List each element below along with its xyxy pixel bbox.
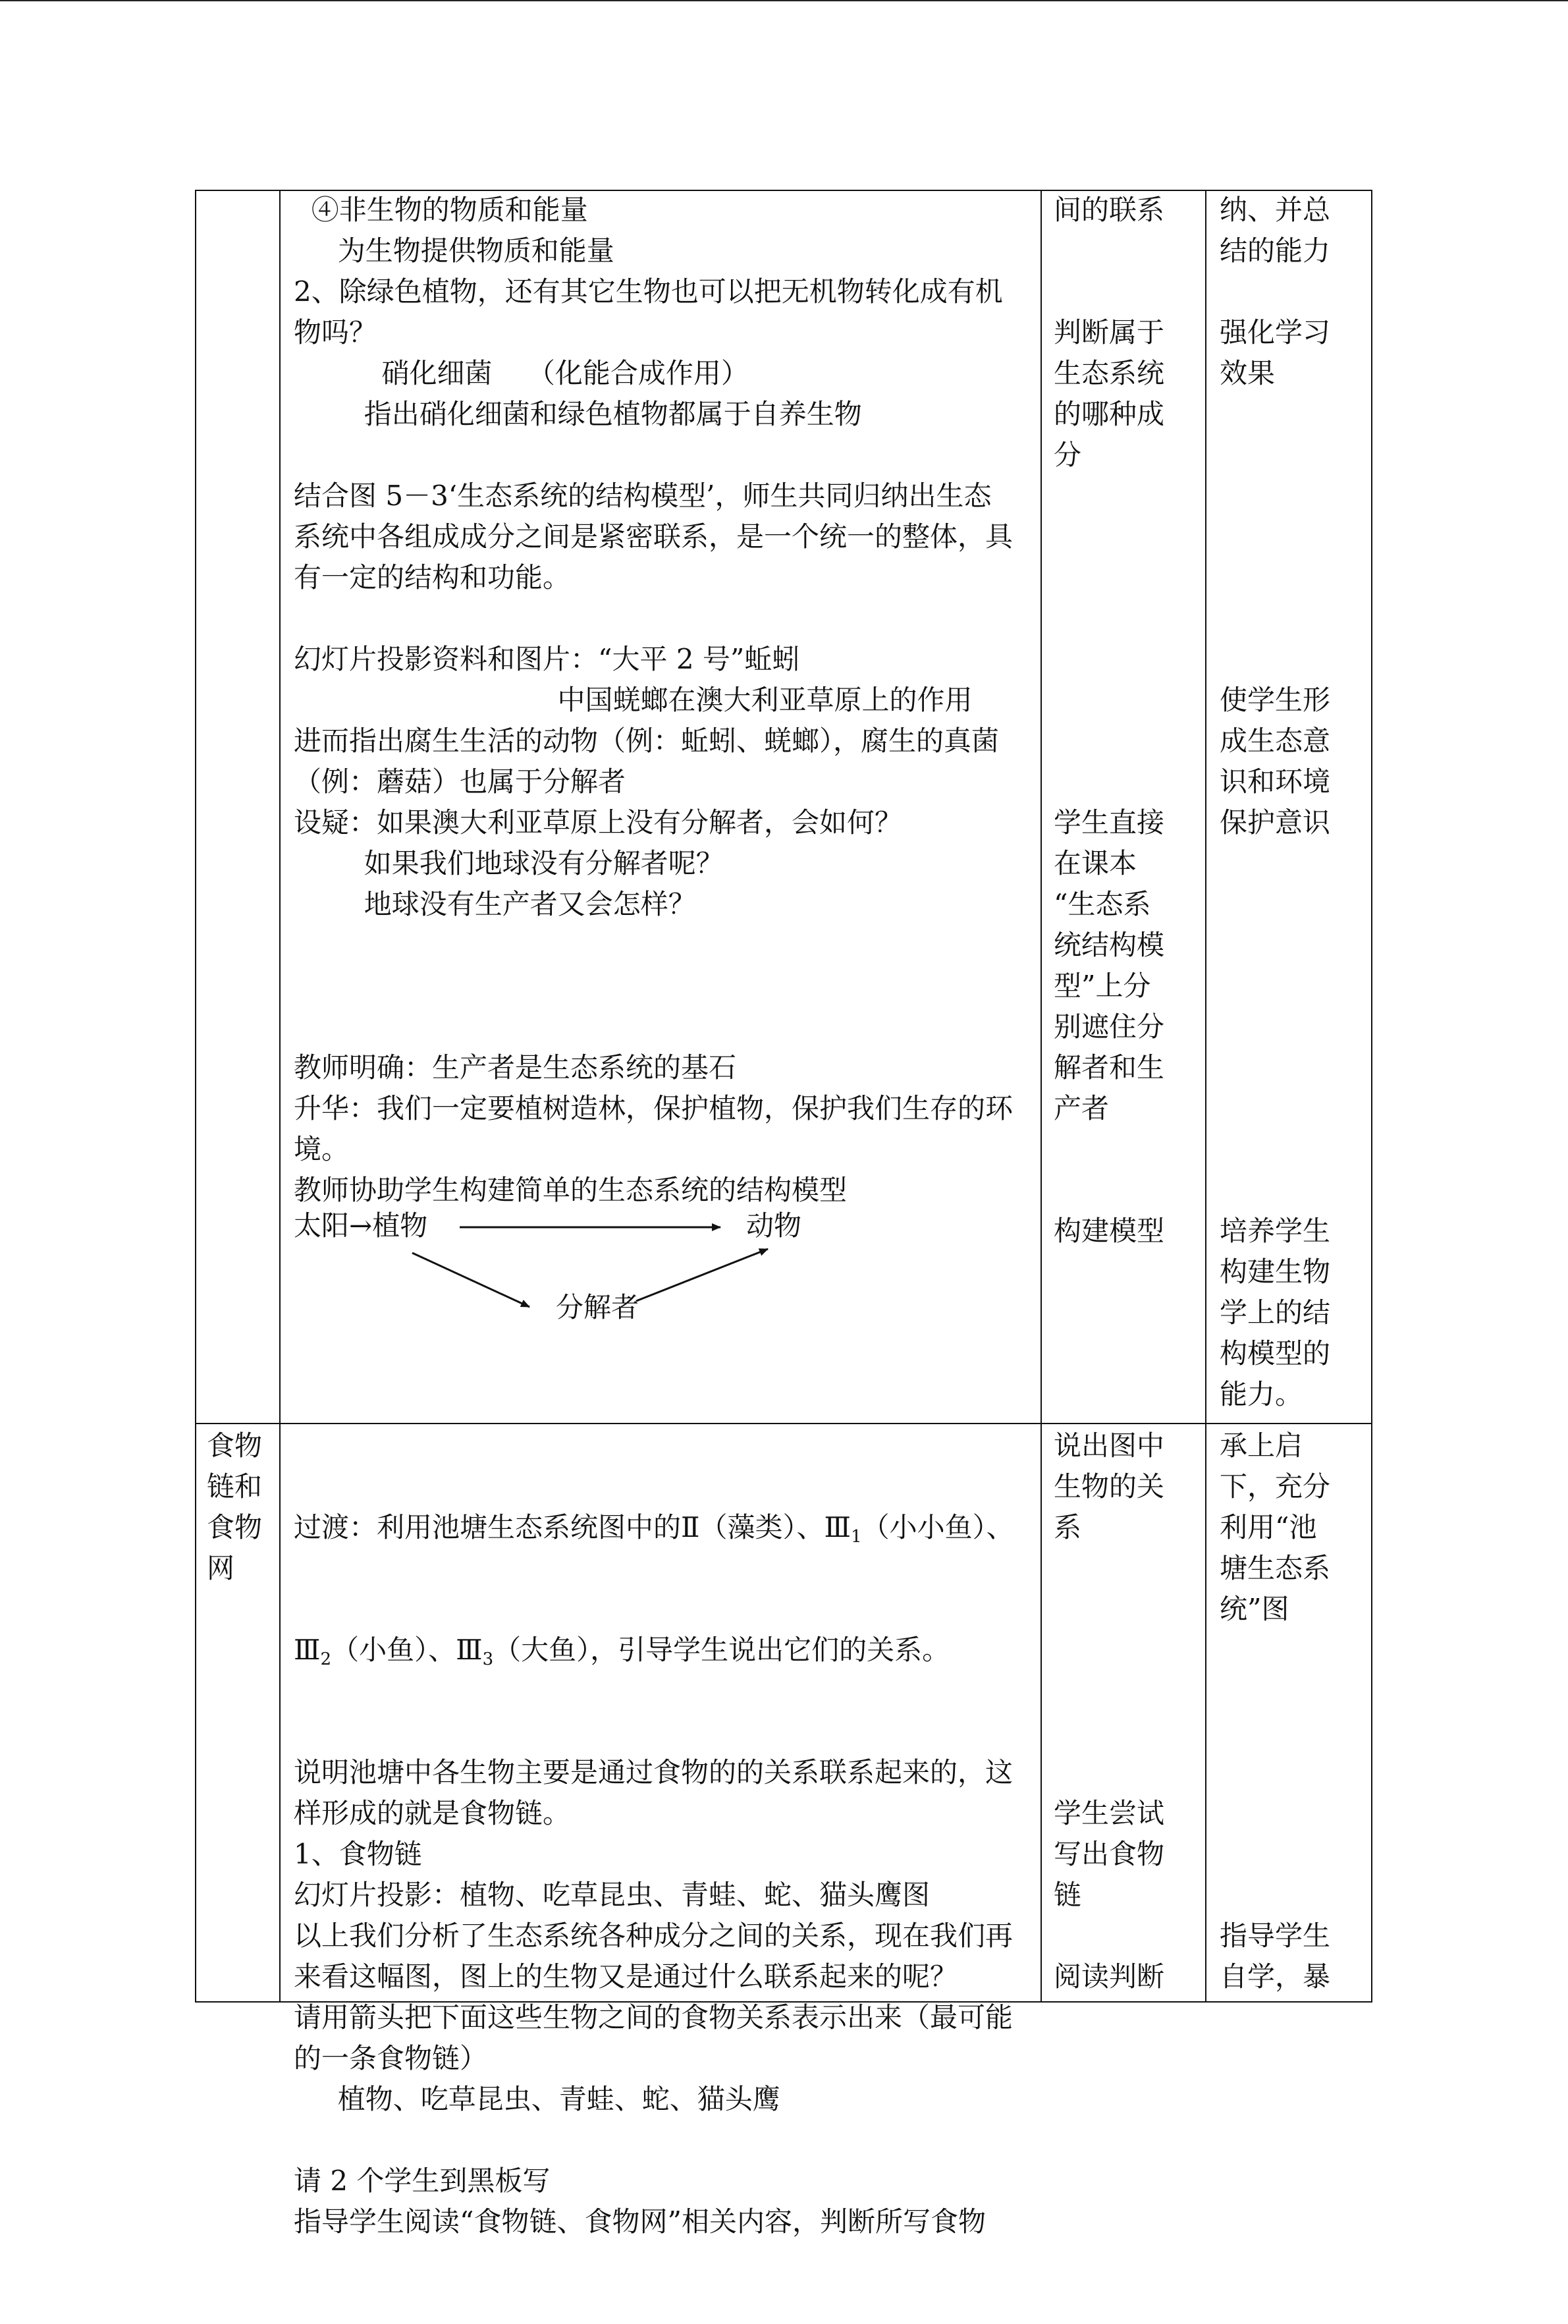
student-activity-line: 别遮住分: [1054, 1010, 1165, 1043]
design-purpose-line: 纳、并总: [1220, 194, 1331, 226]
student-activity-line: [1054, 1548, 1199, 1589]
student-activity-line: [1054, 557, 1199, 598]
student-activity-line: [1054, 516, 1199, 557]
table-left-border: [195, 190, 196, 2003]
design-purpose-line: [1220, 925, 1365, 966]
student-activity-line: 生态系统: [1054, 357, 1165, 389]
diagram-decomposer-label: 分解者: [556, 1291, 639, 1323]
student-activity-line: [1054, 1671, 1199, 1711]
column-divider-1: [279, 190, 281, 2003]
diagram-animal-label: 动物: [746, 1209, 802, 1242]
content-line: ④非生物的物质和能量: [294, 194, 588, 226]
design-purpose-line: 自学，暴: [1220, 1960, 1331, 1993]
content-line: 2、除绿色植物，还有其它生物也可以把无机物转化成有机: [294, 275, 1003, 308]
content-line: 1、食物链: [294, 1838, 422, 1870]
design-purpose-line: 下，充分: [1220, 1470, 1331, 1503]
arrow-plant-to-decomposer: [412, 1253, 529, 1307]
content-line: 系统中各组成成分之间是紧密联系，是一个统一的整体，具: [294, 520, 1014, 553]
section-title-line: 食物: [207, 1511, 263, 1543]
student-activity-line: [1054, 598, 1199, 639]
design-purpose-line: 培养学生: [1220, 1215, 1331, 1247]
content-line: 结合图 5－3‘生态系统的结构模型’，师生共同归纳出生态: [294, 480, 992, 512]
design-purpose-line: [1220, 843, 1365, 884]
student-activity-line: 判断属于: [1054, 316, 1165, 348]
design-purpose-line: 结的能力: [1220, 235, 1331, 267]
content-line: 说明池塘中各生物主要是通过食物的的关系联系起来的，这: [294, 1756, 1014, 1788]
design-purpose-line: [1220, 557, 1365, 598]
row2-section-title-cell: [207, 1425, 273, 1589]
section-title-line: 食物: [207, 1429, 263, 1462]
student-activity-line: 学生尝试: [1054, 1797, 1165, 1829]
design-purpose-line: [1220, 1671, 1365, 1711]
content-line: 硝化细菌 （化能合成作用）: [294, 357, 749, 389]
content-line: 样形成的就是食物链。: [294, 1797, 571, 1829]
content-line: 物吗？: [294, 316, 377, 348]
design-purpose-line: [1220, 1630, 1365, 1671]
design-purpose-line: [1220, 394, 1365, 435]
student-activity-line: [1054, 1752, 1199, 1793]
student-activity-line: 学生直接: [1054, 806, 1165, 839]
student-activity-line: [1054, 639, 1199, 680]
student-activity-line: [1054, 1170, 1199, 1211]
design-purpose-line: 承上启: [1220, 1429, 1303, 1462]
design-purpose-line: [1220, 598, 1365, 639]
student-activity-line: [1054, 1630, 1199, 1671]
student-activity-line: [1054, 271, 1199, 312]
content-line: 植物、吃草昆虫、青蛙、蛇、猫头鹰: [294, 2083, 780, 2115]
content-line: （例：蘑菇）也属于分解者: [294, 765, 626, 798]
content-line: 境。: [294, 1133, 350, 1165]
content-line: 幻灯片投影：植物、吃草昆虫、青蛙、蛇、猫头鹰图: [294, 1879, 931, 1911]
design-purpose-line: [1220, 271, 1365, 312]
design-purpose-line: [1220, 1088, 1365, 1129]
table-right-border: [1371, 190, 1372, 2003]
design-purpose-line: [1220, 476, 1365, 516]
content-line: 的一条食物链）: [294, 2042, 488, 2074]
page-top-edge: [0, 0, 1568, 1]
row1-content-cell: [294, 190, 1031, 1211]
content-line: 教师协助学生构建简单的生态系统的结构模型: [294, 1174, 848, 1206]
design-purpose-line: [1220, 1047, 1365, 1088]
content-line: [294, 598, 1031, 639]
design-purpose-line: 强化学习: [1220, 316, 1331, 348]
design-purpose-line: 效果: [1220, 357, 1276, 389]
design-purpose-line: [1220, 884, 1365, 925]
content-line: 指出硝化细菌和绿色植物都属于自养生物: [294, 398, 862, 430]
content-line-transition: 过渡：利用池塘生态系统图中的Ⅱ（藻类）、Ⅲ1（小小鱼）、: [294, 1511, 1014, 1547]
design-purpose-line: 构模型的: [1220, 1337, 1331, 1370]
student-activity-line: 链: [1054, 1879, 1082, 1911]
content-line: [294, 435, 1031, 476]
design-purpose-line: 识和环境: [1220, 765, 1331, 798]
student-activity-line: 在课本: [1054, 847, 1137, 879]
design-purpose-line: [1220, 516, 1365, 557]
row1-student-activity-cell: [1054, 190, 1199, 1252]
row-divider: [195, 1423, 1372, 1424]
design-purpose-line: [1220, 1875, 1365, 1916]
design-purpose-line: [1220, 639, 1365, 680]
design-purpose-line: [1220, 1170, 1365, 1211]
design-purpose-line: [1220, 1711, 1365, 1752]
design-purpose-line: [1220, 1793, 1365, 1834]
student-activity-line: [1054, 721, 1199, 761]
design-purpose-line: 利用“池: [1220, 1511, 1317, 1543]
subscript: 3: [482, 1649, 494, 1669]
content-line: 请用箭头把下面这些生物之间的食物关系表示出来（最可能: [294, 2001, 1014, 2034]
student-activity-line: 系: [1054, 1511, 1082, 1543]
student-activity-line: 型”上分: [1054, 970, 1151, 1002]
content-line: 有一定的结构和功能。: [294, 561, 571, 594]
row1-design-purpose-cell: [1220, 190, 1365, 1415]
content-line: [294, 1007, 1031, 1047]
row2-student-activity-cell: [1054, 1425, 1199, 1997]
content-line: 幻灯片投影资料和图片：“大平 2 号”蚯蚓: [294, 643, 800, 675]
student-activity-line: 构建模型: [1054, 1215, 1165, 1247]
content-line: 教师明确：生产者是生态系统的基石: [294, 1051, 737, 1084]
content-line: 指导学生阅读“食物链、食物网”相关内容，判断所写食物: [294, 2205, 986, 2238]
design-purpose-line: [1220, 1752, 1365, 1793]
content-line: 以上我们分析了生态系统各种成分之间的关系，现在我们再: [294, 1920, 1014, 1952]
student-activity-line: [1054, 1916, 1199, 1956]
design-purpose-line: [1220, 1007, 1365, 1047]
student-activity-line: 的哪种成: [1054, 398, 1165, 430]
content-line: 来看这幅图，图上的生物又是通过什么联系起来的呢？: [294, 1960, 958, 1993]
student-activity-line: [1054, 1711, 1199, 1752]
student-activity-line: 分: [1054, 439, 1082, 471]
design-purpose-line: [1220, 1129, 1365, 1170]
student-activity-line: 解者和生: [1054, 1051, 1165, 1084]
content-line: [294, 966, 1031, 1007]
column-divider-3: [1205, 190, 1206, 2003]
design-purpose-line: 构建生物: [1220, 1256, 1331, 1288]
student-activity-line: 写出食物: [1054, 1838, 1165, 1870]
content-line: 升华：我们一定要植树造林，保护植物，保护我们生存的环: [294, 1092, 1014, 1124]
content-line: 中国蜣螂在澳大利亚草原上的作用: [294, 684, 973, 716]
student-activity-line: [1054, 680, 1199, 721]
design-purpose-line: 塘生态系: [1220, 1552, 1331, 1584]
ecosystem-structure-diagram: [294, 1205, 1031, 1416]
student-activity-line: 生物的关: [1054, 1470, 1165, 1503]
content-line: [294, 2120, 1031, 2161]
design-purpose-line: [1220, 966, 1365, 1007]
design-purpose-line: 统”图: [1220, 1593, 1289, 1625]
lesson-plan-table: [195, 190, 1372, 2238]
diagram-sun-plant-label: 太阳→植物: [294, 1209, 428, 1242]
student-activity-line: [1054, 1129, 1199, 1170]
subscript: 2: [320, 1649, 332, 1669]
section-title-line: 链和: [207, 1470, 263, 1503]
student-activity-line: “生态系: [1054, 888, 1151, 920]
content-line: 地球没有生产者又会怎样？: [294, 888, 696, 920]
design-purpose-line: [1220, 1834, 1365, 1875]
student-activity-line: 产者: [1054, 1092, 1110, 1124]
content-line: [294, 925, 1031, 966]
design-purpose-line: 指导学生: [1220, 1920, 1331, 1952]
student-activity-line: [1054, 1589, 1199, 1630]
column-divider-2: [1041, 190, 1042, 2003]
content-line-fish: Ⅲ2（小鱼）、Ⅲ3（大鱼），引导学生说出它们的关系。: [294, 1634, 950, 1669]
student-activity-line: [1054, 231, 1199, 271]
student-activity-line: 统结构模: [1054, 929, 1165, 961]
student-activity-line: 间的联系: [1054, 194, 1165, 226]
content-line: 如果我们地球没有分解者呢？: [294, 847, 724, 879]
design-purpose-line: 学上的结: [1220, 1296, 1331, 1329]
section-title-line: 网: [207, 1552, 235, 1584]
row2-content-cell: [294, 1425, 1031, 2324]
design-purpose-line: [1220, 435, 1365, 476]
design-purpose-line: 保护意识: [1220, 806, 1331, 839]
design-purpose-line: 成生态意: [1220, 725, 1331, 757]
student-activity-line: 说出图中: [1054, 1429, 1165, 1462]
content-line: 进而指出腐生生活的动物（例：蚯蚓、蜣螂），腐生的真菌: [294, 725, 1000, 757]
subscript: 1: [851, 1527, 862, 1547]
content-line: 为生物提供物质和能量: [294, 235, 614, 267]
row2-design-purpose-cell: [1220, 1425, 1365, 1997]
content-line: 设疑：如果澳大利亚草原上没有分解者，会如何？: [294, 806, 903, 839]
design-purpose-line: 使学生形: [1220, 684, 1331, 716]
design-purpose-line: 能力。: [1220, 1378, 1303, 1410]
student-activity-line: [1054, 476, 1199, 516]
content-line: 请 2 个学生到黑板写: [294, 2165, 551, 2197]
arrow-decomposer-to-animal: [636, 1249, 768, 1301]
diagram-arrows: [294, 1205, 1031, 1416]
student-activity-line: 阅读判断: [1054, 1960, 1165, 1993]
student-activity-line: [1054, 761, 1199, 802]
